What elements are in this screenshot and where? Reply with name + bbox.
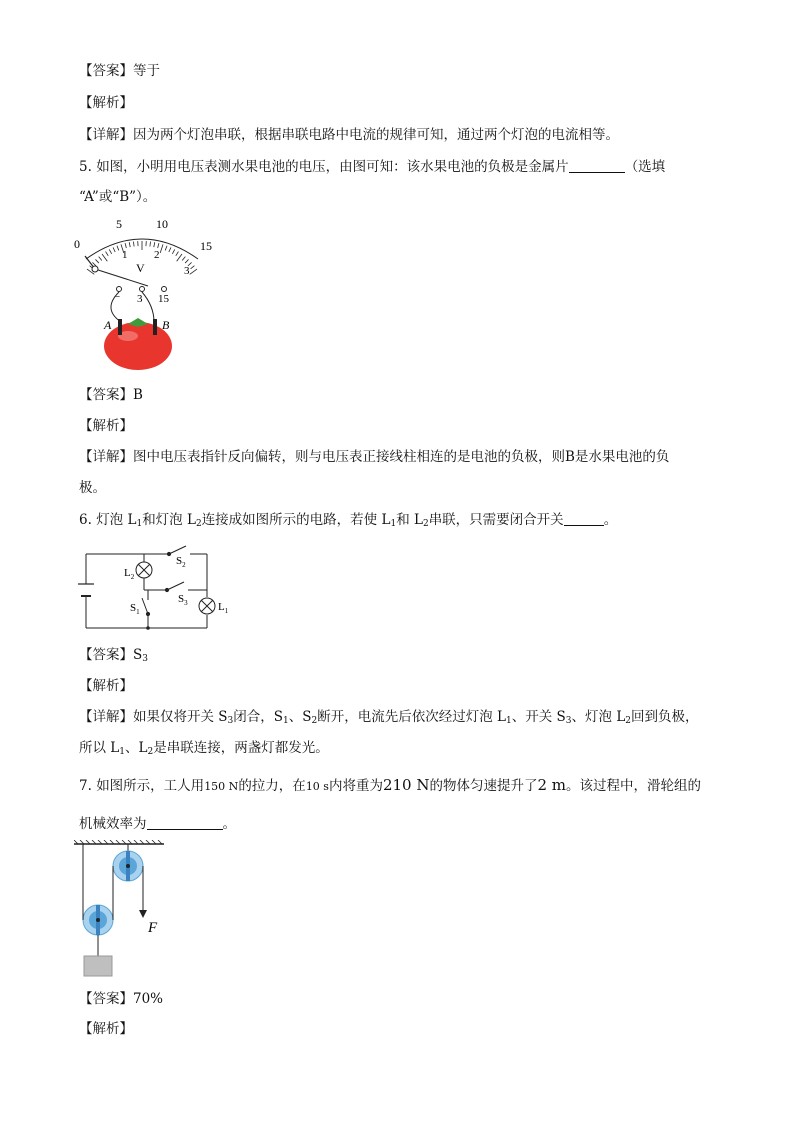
- label-l2: $L_2$: [124, 567, 135, 581]
- q6-circuit-figure: [72, 540, 248, 636]
- q6-detail-part: 、L: [125, 740, 148, 756]
- sub: 2: [147, 747, 154, 757]
- answer-tag: 【答案】: [79, 63, 133, 79]
- q6-detail-line-2: [79, 738, 329, 762]
- q7-answer-blank: [147, 815, 223, 830]
- q4-detail-line: [79, 125, 619, 145]
- analysis-tag: 【解析】: [79, 678, 133, 694]
- q6-stem-part: 。: [603, 512, 618, 528]
- q7-time: 10 s: [305, 780, 329, 793]
- sub: 3: [565, 716, 572, 726]
- dial-tick: [172, 249, 174, 253]
- dial-tick: [185, 259, 188, 263]
- q5-analysis-line: [79, 416, 133, 436]
- q6-stem-part: 连接成如图所示的电路，若使 L: [201, 512, 391, 528]
- plate-label-a: A: [104, 318, 112, 332]
- dial-tick: [182, 257, 185, 261]
- sub: 1: [506, 716, 512, 726]
- dial-tick: [133, 242, 134, 247]
- q5-stem-choices: “A”或“B”）。: [79, 189, 157, 205]
- q6-answer-line: [79, 645, 148, 669]
- q4-answer: 等于: [133, 63, 160, 79]
- plate-label-b: B: [162, 318, 170, 332]
- q6-stem-part: 和灯泡 L: [142, 512, 196, 528]
- dial-tick: [129, 242, 130, 247]
- meter-symbol: V: [136, 261, 145, 275]
- dial-tick: [177, 254, 182, 261]
- q7-number: 7.: [79, 778, 92, 794]
- scale-top-10: 10: [156, 217, 168, 231]
- terminal-label-15: 15: [158, 293, 169, 305]
- q5-detail-line-1: [79, 447, 669, 467]
- answer-tag: 【答案】: [79, 991, 133, 1007]
- force-label: F: [148, 920, 158, 936]
- q7-stem-part: 如图所示，工人用: [96, 778, 205, 794]
- dial-tick: [106, 252, 109, 256]
- dial-tick: [92, 262, 96, 265]
- answer-tag: 【答案】: [79, 387, 133, 403]
- label-s3: $S_3$: [178, 593, 188, 607]
- q7-force: 150 N: [204, 780, 239, 793]
- q7-weight: 210 N: [382, 776, 430, 794]
- q7-answer-line: [79, 989, 163, 1009]
- q6-stem-line: [79, 510, 617, 534]
- q6-analysis-line: [79, 676, 133, 696]
- label-s2: $S_2$: [176, 555, 186, 569]
- plate-b: [153, 319, 157, 335]
- q7-stem-part: 机械效率为: [79, 816, 147, 832]
- force-arrow-icon: [139, 910, 147, 918]
- dial-tick: [95, 259, 98, 263]
- q5-stem: 如图，小明用电压表测水果电池的电压，由图可知：该水果电池的负极是金属片: [96, 159, 569, 175]
- sub: 1: [136, 519, 143, 529]
- fixed-pulley: [113, 851, 143, 881]
- label-s1: $S_1$: [130, 602, 140, 616]
- q6-detail-part: 如果仅将开关 S: [133, 709, 228, 725]
- q7-pulley-figure: [74, 840, 174, 978]
- q6-detail-part: 闭合，S: [233, 709, 284, 725]
- dial-tick: [125, 243, 126, 248]
- plate-a: [118, 319, 122, 335]
- dial-tick: [102, 254, 107, 261]
- sub: 1: [119, 747, 125, 757]
- lamp-l2: [136, 562, 152, 578]
- dial-tick: [169, 247, 171, 252]
- movable-pulley: [83, 905, 113, 935]
- q7-stem-part: 内将重为: [328, 778, 383, 794]
- sub: 2: [422, 519, 429, 529]
- q6-detail-part: 是串联连接，两盏灯都发光。: [153, 740, 329, 756]
- q7-stem-part: 。: [222, 816, 236, 832]
- q5-stem-line-2: [79, 187, 156, 207]
- q6-detail-line-1: [79, 707, 699, 731]
- q5-detail: 图中电压表指针反向偏转，则与电压表正接线柱相连的是电池的负极，则B是水果电池的负: [133, 449, 670, 465]
- q5-answer-blank: [569, 158, 625, 173]
- detail-tag: 【详解】: [79, 127, 133, 143]
- q5-voltmeter-figure: [72, 214, 232, 376]
- q5-stem-line-1: [79, 157, 665, 177]
- q4-detail: 因为两个灯泡串联，根据串联电路中电流的规律可知，通过两个灯泡的电流相等。: [133, 127, 619, 143]
- switch-s3: [165, 582, 184, 592]
- q5-answer-line: [79, 385, 143, 405]
- q7-analysis-line: [79, 1019, 133, 1039]
- detail-tag: 【详解】: [79, 449, 133, 465]
- q7-stem-part: 。该过程中，滑轮组的: [566, 778, 702, 794]
- label-l1: $L_1$: [218, 601, 229, 615]
- q7-answer: 70%: [133, 991, 164, 1007]
- q6-stem-part: 灯泡 L: [96, 512, 137, 528]
- scale-bottom-1: 1: [122, 249, 128, 261]
- terminal-label-negative: −: [114, 291, 121, 303]
- sub: 3: [227, 716, 234, 726]
- q6-number: 6.: [79, 512, 92, 528]
- q5-detail-line-2: [79, 478, 106, 498]
- sub: 2: [625, 716, 632, 726]
- q6-detail-part: 断开，电流先后依次经过灯泡 L: [317, 709, 507, 725]
- q5-stem-option: （选填: [624, 159, 666, 175]
- dial-tick: [154, 242, 155, 247]
- scale-top-5: 5: [116, 217, 122, 231]
- weight-block: [84, 956, 112, 976]
- dial-tick: [117, 246, 119, 251]
- scale-top-15: 15: [200, 239, 212, 253]
- dial-tick: [109, 249, 111, 253]
- dial-tick: [165, 246, 167, 251]
- answer-tag: 【答案】: [79, 647, 133, 663]
- q6-detail-part: 所以 L: [79, 740, 120, 756]
- dial-tick: [99, 257, 102, 261]
- dial-tick: [160, 244, 163, 253]
- lamp-l1: [199, 598, 215, 614]
- q6-answer: S: [133, 647, 143, 663]
- dial-tick: [158, 243, 159, 248]
- sub: 2: [195, 519, 202, 529]
- scale-top-0: 0: [74, 237, 80, 251]
- scale-bottom-2: 2: [154, 249, 160, 261]
- switch-s1: [142, 598, 150, 616]
- dial-tick: [150, 242, 151, 247]
- dial-tick: [113, 247, 115, 252]
- analysis-tag: 【解析】: [79, 1021, 133, 1037]
- q6-stem-part: 和 L: [396, 512, 423, 528]
- dial-tick: [190, 269, 197, 274]
- analysis-tag: 【解析】: [79, 95, 133, 111]
- sub: 1: [283, 716, 289, 726]
- sub: 2: [311, 716, 318, 726]
- q5-answer: B: [133, 387, 143, 403]
- terminal-3: [140, 287, 145, 292]
- q7-stem-part: 的物体匀速提升了: [429, 778, 538, 794]
- dial-tick: [176, 252, 179, 256]
- q6-detail-part: 回到负极，: [631, 709, 699, 725]
- q6-detail-part: 、S: [288, 709, 312, 725]
- q7-stem-part: 的拉力，在: [238, 778, 306, 794]
- terminal-label-3: 3: [137, 293, 143, 305]
- q7-stem-line-2: [79, 814, 236, 834]
- wire-positive: [142, 292, 154, 322]
- q6-detail-part: 、开关 S: [511, 709, 566, 725]
- sub: 1: [390, 519, 397, 529]
- junction-dot: [146, 626, 150, 630]
- q5-number: 5.: [79, 159, 92, 175]
- sub: 3: [142, 654, 148, 664]
- q6-detail-part: 、灯泡 L: [571, 709, 626, 725]
- q7-stem-line-1: [79, 775, 701, 797]
- needle-pivot: [92, 266, 98, 272]
- q4-answer-line: [79, 61, 160, 81]
- scale-bottom-3: 3: [184, 265, 190, 277]
- terminal-15: [162, 287, 167, 292]
- q4-analysis-line: [79, 93, 133, 113]
- analysis-tag: 【解析】: [79, 418, 133, 434]
- detail-tag: 【详解】: [79, 709, 133, 725]
- q5-detail-cont: 极。: [79, 480, 106, 496]
- q6-stem-part: 串联，只需要闭合开关: [428, 512, 564, 528]
- q7-height: 2 m: [537, 776, 567, 794]
- dial-tick: [191, 266, 195, 269]
- q6-answer-blank: [564, 511, 604, 526]
